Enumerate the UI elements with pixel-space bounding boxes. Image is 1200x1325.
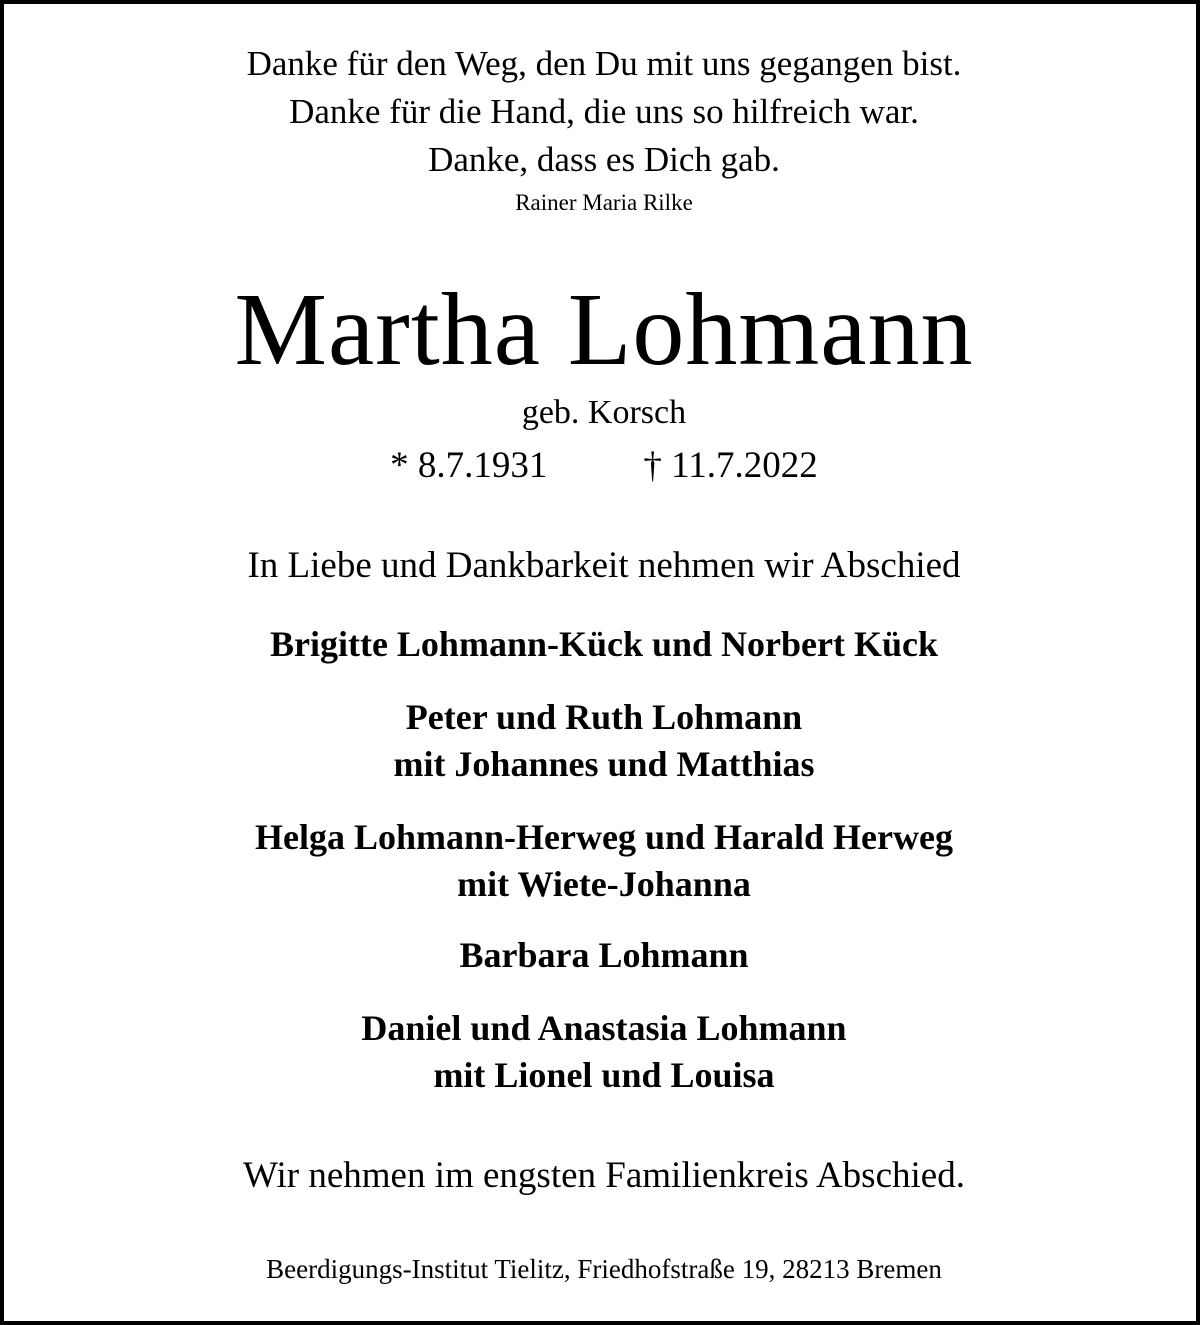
family-member-line: Brigitte Lohmann-Kück und Norbert Kück: [269, 624, 939, 664]
quote-line: Danke, dass es Dich gab.: [428, 140, 780, 179]
family-member-line: Helga Lohmann-Herweg und Harald Herweg: [255, 817, 953, 857]
life-dates: [4, 444, 1200, 487]
quote-author: Rainer Maria Rilke: [515, 190, 693, 215]
family-member-line: mit Johannes und Matthias: [393, 744, 815, 784]
maiden-name: geb. Korsch: [521, 394, 687, 431]
family-member-line: Barbara Lohmann: [459, 935, 749, 975]
death-date: † 11.7.2022: [643, 445, 818, 486]
birth-date: * 8.7.1931: [390, 445, 548, 486]
funeral-home: Beerdigungs-Institut Tielitz, Friedhofstraße 19, 28213 Bremen: [266, 1254, 942, 1284]
closing-text: Wir nehmen im engsten Familienkreis Abschied.: [243, 1155, 965, 1196]
family-member-line: mit Wiete-Johanna: [457, 864, 751, 904]
family-member-line: mit Lionel und Louisa: [433, 1055, 775, 1095]
quote-line: Danke für die Hand, die uns so hilfreich war.: [289, 92, 919, 131]
family-member-line: Daniel und Anastasia Lohmann: [361, 1008, 847, 1048]
family-member-line: Peter und Ruth Lohmann: [405, 697, 803, 737]
quote-line: Danke für den Weg, den Du mit uns gegangen bist.: [246, 44, 962, 83]
deceased-name: Martha Lohmann: [234, 272, 974, 387]
intro-text: In Liebe und Dankbarkeit nehmen wir Abschied: [247, 545, 961, 586]
